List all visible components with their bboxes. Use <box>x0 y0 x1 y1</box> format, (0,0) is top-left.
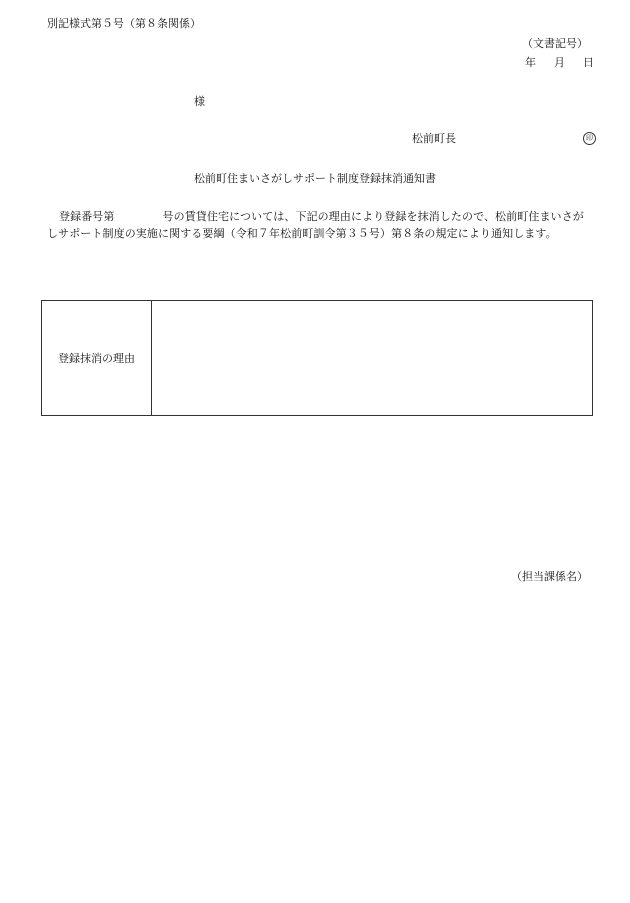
reason-label-cell <box>42 301 152 415</box>
date-line <box>525 57 594 68</box>
date-month: 月 <box>554 56 565 69</box>
form-number: 別記様式第５号（第８条関係） <box>47 17 201 30</box>
date-year: 年 <box>525 56 536 69</box>
department-name: （担当課係名） <box>511 570 588 583</box>
reason-value-cell[interactable] <box>152 301 592 415</box>
reason-table <box>41 300 593 416</box>
reason-label: 登録抹消の理由 <box>58 351 135 365</box>
body-text <box>47 208 592 242</box>
sender-name: 松前町長 <box>412 132 456 145</box>
document-title: 松前町住まいさがしサポート制度登録抹消通知書 <box>194 172 436 185</box>
addressee-honorific: 様 <box>194 95 205 108</box>
document-number: （文書記号） <box>522 37 588 50</box>
date-day: 日 <box>583 56 594 69</box>
body-text-part1: 登録番号第 <box>59 210 115 223</box>
body-text-part2: 号の賃貸住宅については、下記の理由により登録を抹消したので、松前町住まいさがしサポート制度の実施に関する要綱（令和７年松前町訓令第３５号）第８条の規定により通知します。 <box>47 210 584 240</box>
seal-mark: 印 <box>583 132 596 145</box>
